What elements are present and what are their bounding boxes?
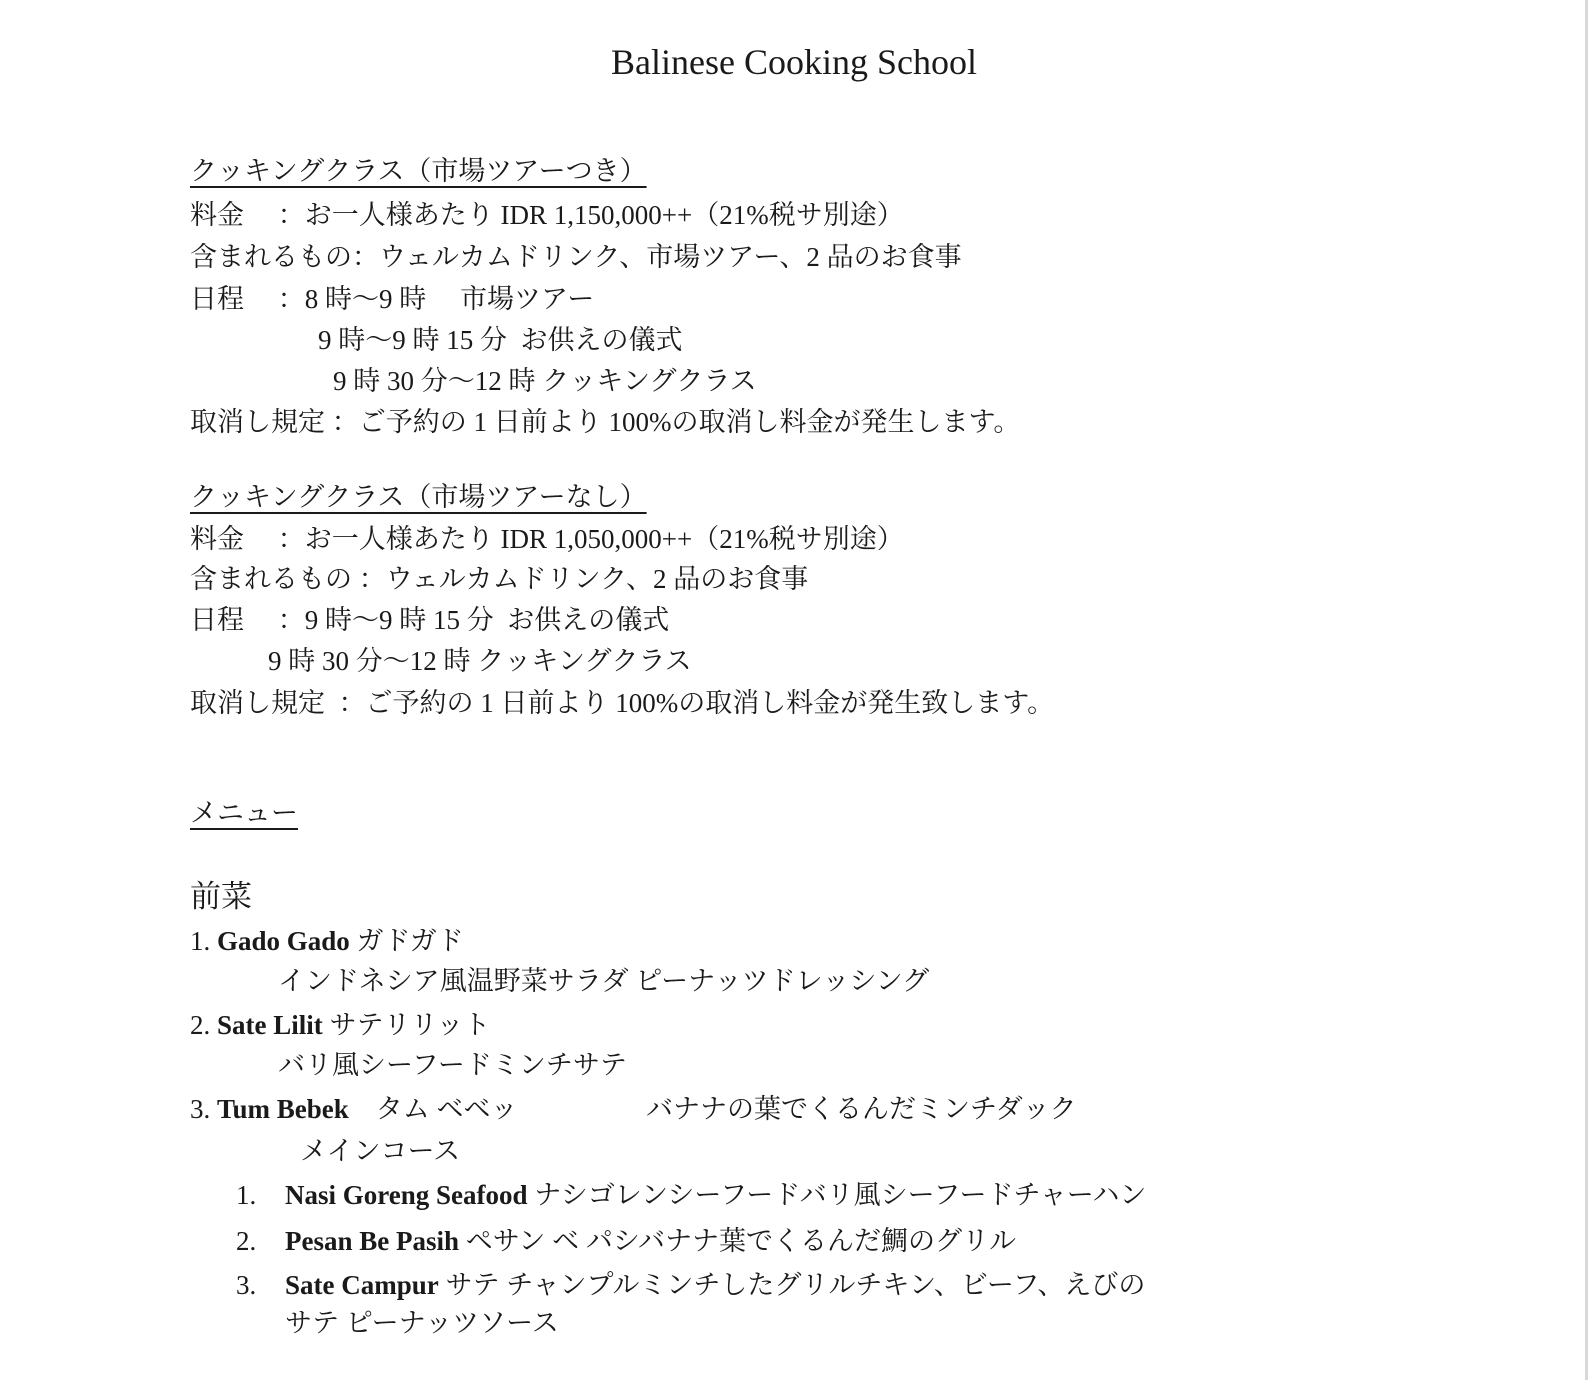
main-item [285, 1268, 1145, 1302]
dish-description: ナシゴレンシーフードバリ風シーフードチャーハン [534, 1180, 1147, 1210]
schedule-without-tour-2: 9 時 30 分〜12 時 クッキングクラス [268, 646, 692, 676]
dish-name-jp: タム ベベッ [375, 1094, 518, 1124]
appetizer-item [190, 924, 464, 958]
item-number: 1. [190, 926, 211, 956]
appetizer-title: 前菜 [190, 879, 252, 914]
dish-name: Nasi Goreng Seafood [285, 1180, 528, 1210]
dish-name-jp: ガドガド [356, 926, 464, 956]
main-course-title: メインコース [300, 1136, 461, 1166]
dish-name-jp: サテリリット [329, 1010, 491, 1040]
item-number: 2. [236, 1226, 257, 1256]
dish-name: Pesan Be Pasih [285, 1226, 460, 1256]
schedule-with-tour-1: 日程 ：8 時〜9 時 市場ツアー [190, 284, 595, 314]
cancel-policy-with-tour: 取消し規定 ：ご予約の 1 日前より 100%の取消し料金が発生します。 [190, 407, 1021, 437]
price-without-tour: 料金 ：お一人様あたり IDR 1,050,000++（21%税サ別途） [190, 524, 904, 554]
item-number: 2. [190, 1010, 211, 1040]
section-heading-with-tour: クッキングクラス（市場ツアーつき） [190, 156, 647, 186]
dish-description: インドネシア風温野菜サラダ ピーナッツドレッシング [278, 966, 930, 996]
dish-description: ペサン ベ パシバナナ葉でくるんだ鯛のグリル [465, 1226, 1017, 1256]
dish-description: バナナの葉でくるんだミンチダック [646, 1094, 1077, 1124]
price-with-tour: 料金 ：お一人様あたり IDR 1,150,000++（21%税サ別途） [190, 200, 904, 230]
includes-without-tour: 含まれるもの ：ウェルカムドリンク、2 品のお食事 [190, 564, 809, 594]
section-heading-without-tour: クッキングクラス（市場ツアーなし） [190, 482, 647, 512]
dish-name: Sate Lilit [217, 1010, 323, 1040]
menu-heading: メニュー [190, 798, 298, 828]
item-number: 1. [236, 1180, 257, 1210]
schedule-with-tour-3: 9 時 30 分〜12 時 クッキングクラス [333, 366, 757, 396]
item-number: 3. [190, 1094, 211, 1124]
dish-description: バリ風シーフードミンチサテ [278, 1050, 627, 1080]
schedule-without-tour-1: 日程 ：9 時〜9 時 15 分 お供えの儀式 [190, 605, 670, 635]
dish-name: Gado Gado [217, 926, 350, 956]
includes-with-tour: 含まれるもの：ウェルカムドリンク、市場ツアー、2 品のお食事 [190, 242, 962, 272]
cancel-policy-without-tour: 取消し規定 ：ご予約の 1 日前より 100%の取消し料金が発生致します。 [190, 688, 1055, 718]
dish-description-continued: サテ ピーナッツソース [285, 1308, 559, 1338]
appetizer-item [190, 1092, 518, 1126]
dish-description: サテ チャンプルミンチしたグリルチキン、ビーフ、えびの [445, 1270, 1146, 1300]
item-number: 3. [236, 1270, 257, 1300]
dish-name: Tum Bebek [217, 1094, 349, 1124]
appetizer-item [190, 1008, 490, 1042]
main-item [285, 1224, 1016, 1258]
dish-name: Sate Campur [285, 1270, 439, 1300]
schedule-with-tour-2: 9 時〜9 時 15 分 お供えの儀式 [318, 325, 683, 355]
page-title: Balinese Cooking School [611, 42, 977, 82]
main-item [285, 1178, 1146, 1212]
